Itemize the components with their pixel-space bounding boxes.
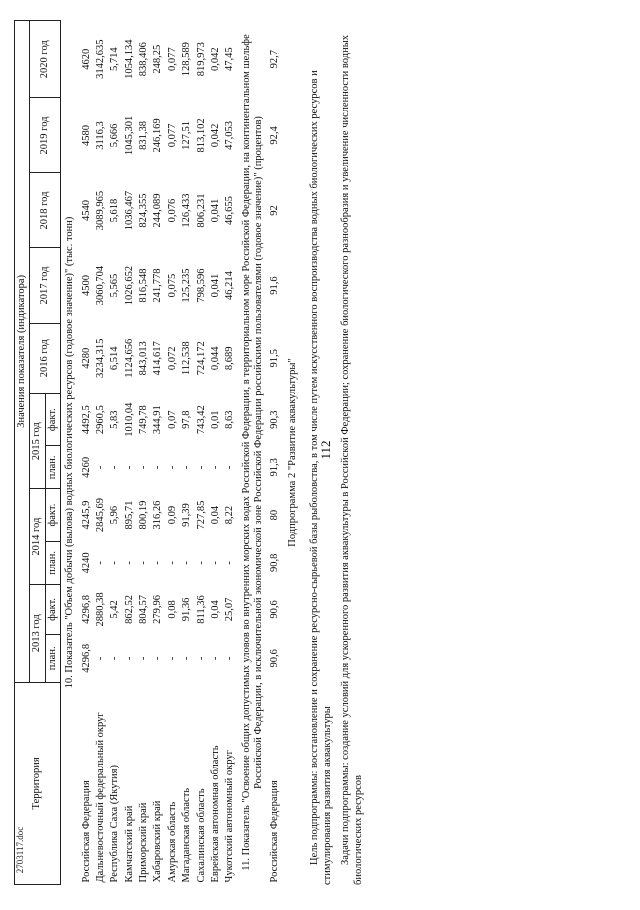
value-cell: - (181, 561, 193, 565)
value-cell: 344,91 (152, 405, 164, 435)
value-cell: 749,78 (138, 405, 149, 435)
table-row (151, 21, 165, 885)
value-cell: 0,04 (209, 505, 221, 525)
value-cell: 4580 (80, 124, 92, 146)
value-cell: 4296,8 (80, 595, 92, 624)
value-cell: 4492,5 (80, 405, 92, 435)
value-cell: 0,07 (166, 410, 178, 429)
value-cell: 0,01 (209, 410, 221, 429)
value-cell: - (152, 561, 164, 565)
value-cell: 806,231 (195, 193, 207, 228)
value-cell: - (195, 656, 207, 661)
value-cell: - (152, 465, 164, 470)
value-cell: 6,514 (109, 346, 121, 371)
value-cell: 414,617 (152, 341, 164, 376)
value-cell: 91,36 (181, 597, 193, 622)
value-cell: - (166, 656, 178, 661)
value-cell: 0,041 (209, 198, 221, 223)
territory-cell: Магаданская область (181, 787, 193, 883)
value-cell: - (109, 561, 121, 565)
value-cell: 47,053 (224, 121, 236, 150)
territory-cell: Еврейская автономная область (209, 745, 221, 883)
indicator-11-title: 11. Показатель "Освоение общих допустимых уловов во внутренних морских водах Российской Федерации, в территориальном море Российской Федерации, на континентальном шельфе Российской Федерации, в исключительной экономической зоне Российской Федерации российскими пользователями (годовое значение)" (процентов) (240, 34, 264, 871)
value-cell: 126,433 (181, 193, 193, 228)
indicator-10-title: 10. Показатель "Объем добычи (вылова) водных биологических ресурсов (годовое значение)" (тыс. тонн) (64, 216, 76, 689)
value-cell: 2960,5 (94, 405, 106, 435)
value-cell: - (195, 465, 207, 470)
plan-fact-header: план. (45, 541, 60, 584)
value-cell: 0,076 (166, 198, 178, 223)
value-cell: 91,5 (269, 349, 281, 368)
value-cell: 0,041 (209, 273, 221, 298)
subprogram-title: Подпрограмма 2 "Развитие аквакультуры" (286, 358, 298, 547)
value-cell: - (209, 656, 221, 661)
value-cell: 0,077 (166, 47, 178, 72)
table-row (94, 21, 108, 885)
value-cell: 727,85 (195, 500, 207, 530)
value-cell: 3060,704 (94, 265, 106, 306)
value-cell: - (224, 561, 236, 565)
value-cell: 5,96 (109, 505, 121, 525)
value-cell: 47,45 (224, 47, 236, 72)
value-cell: - (94, 561, 106, 565)
value-cell: - (109, 465, 121, 470)
value-cell: 831,38 (138, 121, 149, 150)
value-cell: 895,71 (123, 500, 135, 530)
value-cell: - (138, 656, 149, 661)
value-cell: 816,548 (138, 268, 149, 303)
value-cell: 5,666 (109, 123, 121, 148)
value-cell: 90,6 (269, 649, 281, 668)
value-cell: 0,04 (209, 600, 221, 619)
value-cell: - (123, 561, 135, 565)
year-header: 2014 год (30, 489, 45, 584)
territory-cell: Сахалинская область (195, 788, 207, 883)
value-cell: 824,355 (138, 193, 149, 228)
value-cell: 862,52 (123, 595, 135, 624)
territory-cell: Российская Федерация (80, 780, 92, 883)
value-cell: 97,8 (181, 410, 193, 429)
value-cell: 90,3 (269, 410, 281, 429)
value-cell: 91,6 (269, 276, 281, 295)
value-cell: 241,778 (152, 268, 164, 303)
value-cell: 92 (269, 205, 281, 216)
value-cell: 819,973 (195, 42, 207, 77)
value-cell: 80 (269, 509, 281, 521)
value-cell: 4280 (80, 347, 92, 369)
value-cell: 91,3 (269, 458, 281, 477)
value-cell: 279,96 (152, 595, 164, 624)
table-row (80, 21, 94, 885)
indicators-table (14, 20, 303, 885)
value-cell: 125,235 (181, 268, 193, 303)
value-cell: - (209, 561, 221, 565)
value-cell: 0,077 (166, 123, 178, 148)
value-cell: - (94, 656, 106, 661)
territory-cell: Дальневосточный федеральный округ (94, 712, 106, 883)
value-cell: 798,596 (195, 268, 207, 303)
value-cell: 46,214 (224, 271, 236, 300)
plan-fact-header: факт. (45, 489, 60, 541)
value-cell: 3089,965 (94, 190, 106, 231)
value-cell: 8,689 (224, 346, 236, 371)
value-cell: - (195, 561, 207, 565)
subprogram-goal: Цель подпрограммы: восстановление и сохранение ресурсно-сырьевой базы рыболовства, в том числе путем искусственного воспроизводства водных биологических ресурсов и стимулирования развития аквакультуры (309, 70, 333, 885)
territory-cell: Камчатский край (123, 805, 135, 883)
value-cell: 90,8 (269, 553, 281, 573)
value-cell: 4240 (80, 552, 92, 574)
value-cell: 4296,8 (80, 643, 92, 673)
value-cell: 46,655 (224, 196, 236, 225)
value-cell: 1010,04 (123, 402, 135, 437)
value-cell: 743,42 (195, 405, 207, 435)
year-header: 2016 год (30, 323, 61, 393)
value-cell: 3142,635 (94, 39, 106, 79)
value-cell: - (181, 656, 193, 661)
value-cell: 3234,315 (94, 338, 106, 378)
year-header: 2013 год (30, 584, 45, 682)
value-cell: 92,4 (269, 126, 281, 145)
value-cell: - (166, 465, 178, 470)
document-stamp: 2703117.doc (15, 826, 25, 874)
value-cell: 316,26 (152, 500, 164, 530)
value-cell: 4500 (80, 275, 92, 297)
value-cell: 0,09 (166, 505, 178, 525)
value-cell: 0,075 (166, 273, 178, 298)
value-cell: 5,618 (109, 198, 121, 223)
territory-cell: Амурская область (166, 801, 178, 883)
value-cell: - (209, 465, 221, 470)
value-cell: 8,22 (224, 505, 236, 525)
value-cell: 811,36 (195, 595, 207, 624)
value-cell: - (123, 656, 135, 661)
table-row (108, 21, 122, 885)
value-cell: - (94, 465, 106, 470)
value-cell: 838,406 (138, 42, 149, 77)
value-cell: 843,013 (138, 341, 149, 376)
value-cell: 5,83 (109, 410, 121, 429)
value-cell: 25,07 (224, 597, 236, 622)
territory-cell: Чукотский автономный округ (224, 750, 236, 883)
value-cell: - (181, 465, 193, 470)
value-cell: 724,172 (195, 341, 207, 376)
table-row (166, 21, 180, 885)
year-header: 2015 год (30, 393, 45, 488)
table-row (195, 21, 209, 885)
value-cell: 128,589 (181, 42, 193, 77)
value-cell: 1026,652 (123, 265, 135, 306)
values-header: Значения показателя (индикатора) (15, 21, 30, 683)
value-cell: 4620 (80, 48, 92, 70)
territory-cell: Российская Федерация (269, 780, 281, 883)
table-row (268, 21, 282, 885)
value-cell: 4260 (80, 456, 92, 478)
value-cell: 1045,301 (123, 115, 135, 156)
value-cell: 8,63 (224, 410, 236, 429)
value-cell: 5,714 (109, 47, 121, 72)
table-row (223, 21, 237, 885)
value-cell: 804,57 (138, 595, 149, 624)
value-cell: 248,25 (152, 44, 164, 74)
territory-cell: Приморский край (138, 802, 149, 883)
value-cell: - (152, 656, 164, 661)
plan-fact-header: план. (45, 634, 60, 682)
value-cell: 1036,467 (123, 190, 135, 231)
territory-header: Территория (15, 682, 61, 884)
table-row (180, 21, 194, 885)
year-header: 2018 год (30, 173, 61, 248)
value-cell: 0,08 (166, 600, 178, 619)
plan-fact-header: факт. (45, 393, 60, 445)
value-cell: 246,169 (152, 118, 164, 153)
plan-fact-header: план. (45, 446, 60, 489)
value-cell: 5,42 (109, 600, 121, 619)
value-cell: 3116,3 (94, 121, 106, 150)
value-cell: 5,565 (109, 273, 121, 298)
value-cell: 0,042 (209, 47, 221, 72)
value-cell: 0,044 (209, 346, 221, 371)
value-cell: 0,072 (166, 346, 178, 371)
value-cell: - (123, 465, 135, 470)
page-number: 112 (318, 440, 333, 460)
value-cell: 2845,69 (94, 498, 106, 533)
value-cell: - (109, 656, 121, 661)
table-row (123, 21, 137, 885)
subprogram-tasks: Задачи подпрограммы: создание условий для ускоренного развития аквакультуры в Российской Федерации; сохранение биологического разнообразия и увеличение численности водных биологических ресурсов (340, 34, 364, 885)
territory-cell: Республика Саха (Якутия) (109, 765, 121, 883)
value-cell: - (138, 561, 149, 565)
year-header: 2019 год (30, 98, 61, 173)
value-cell: 4540 (80, 200, 92, 221)
value-cell: 127,51 (181, 121, 193, 150)
value-cell: 91,39 (181, 503, 193, 527)
value-cell: 813,102 (195, 118, 207, 153)
value-cell: 4245,9 (80, 500, 92, 530)
value-cell: 90,6 (269, 600, 281, 619)
document-body (14, 20, 366, 885)
territory-cell: Хабаровский край (152, 800, 164, 883)
value-cell: 244,089 (152, 193, 164, 228)
year-header: 2017 год (30, 248, 61, 323)
value-cell: - (224, 465, 236, 470)
rotated-page (0, 10, 640, 895)
value-cell: - (138, 465, 149, 470)
table-body (61, 21, 304, 885)
value-cell: 0,042 (209, 123, 221, 148)
table-row (209, 21, 223, 885)
value-cell: - (224, 656, 236, 661)
table-header (15, 21, 61, 885)
plan-fact-header: факт. (45, 584, 60, 634)
value-cell: 92,7 (269, 50, 281, 69)
value-cell: 112,538 (181, 341, 193, 376)
year-header: 2020 год (30, 21, 61, 98)
value-cell: 1054,134 (123, 39, 135, 79)
value-cell: 800,19 (138, 500, 149, 530)
value-cell: 2880,38 (94, 592, 106, 627)
table-row (137, 21, 151, 885)
value-cell: - (166, 561, 178, 565)
value-cell: 1124,656 (123, 338, 135, 378)
